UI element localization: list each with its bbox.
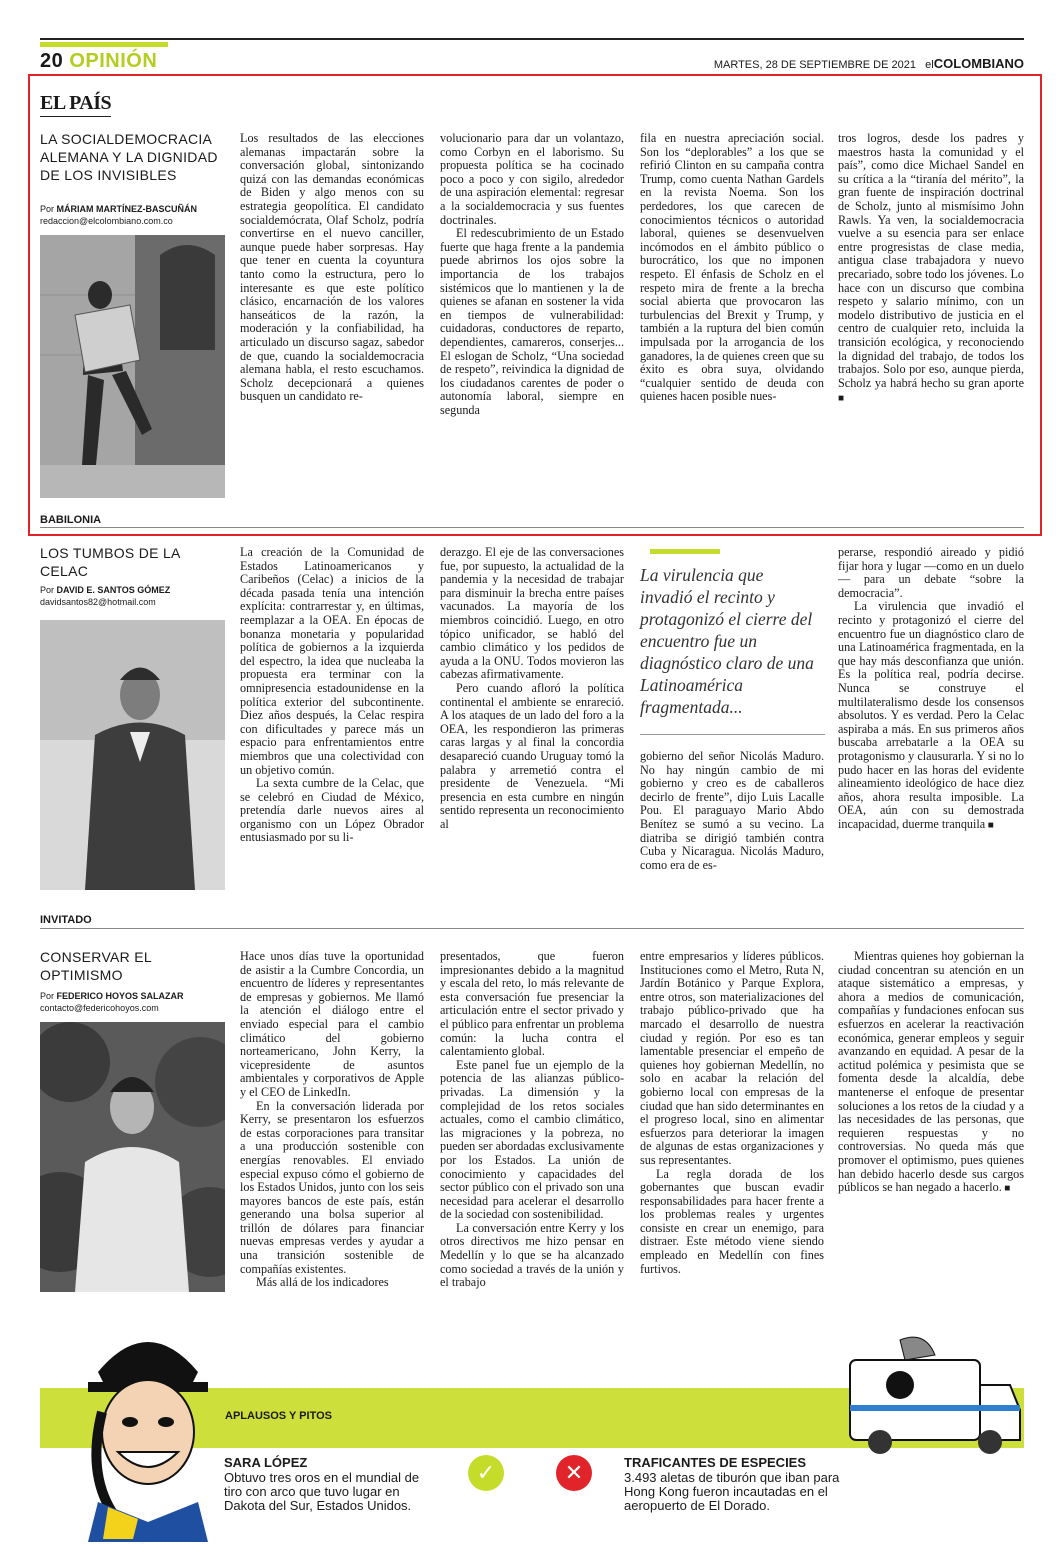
- applause-name: SARA LÓPEZ: [224, 1455, 308, 1470]
- article-column: fila en nuestra apreciación social. Son los “deplorables” a los que se refirió Clinton en su campaña contra Trump, como cuenta Nathan Gardels en la revista Noema. Son los perdedores, los que carecen de conocimientos técnicos o autoridad laboral, quienes se desenvuelven incómodos en el ámbito público o burocrático, los que no imponen respeto. El énfasis de Scholz en el respeto mira de frente a la brecha social abierta que provocaron las turbulencias del Brexit y Trump, y también a la ruptura del bien común impulsada por la arrogancia de los ganadores, la de quienes creen que su éxito es obra suya, olvidando “cualquier sentido de deuda con quienes hacen posible nues-: [640, 131, 824, 404]
- author-name: MÁRIAM MARTÍNEZ-BASCUÑÁN: [56, 204, 198, 214]
- author-name: FEDERICO HOYOS SALAZAR: [56, 991, 184, 1001]
- author-portrait-photo: [40, 1022, 225, 1292]
- van-illustration: [840, 1330, 1025, 1465]
- article-column: gobierno del señor Nicolás Maduro. No hay ningún cambio de mi gobierno y creo es de caballeros decirlo de frente”, dijo Luis Lacalle Pou. El paraguayo Mario Abdo Benítez se sumó a su vecino. La diatriba se dirigió también contra Cuba y Nicaragua. Nicolás Maduro, como era de es-: [640, 749, 824, 872]
- article-column: tros logros, desde los padres y maestros hasta la comunidad y el país”, como dice Michael Sandel en su crítica a la “tiranía del mérito”, la gran fuente de inspiración doctrinal de Scholz, junto al mismísimo John Rawls. Ya ven, la socialdemocracia vuelve a su esencia para ser enlace entre progresistas de clase media, antigua clase trabajadora y nuevo precariado, sobre todo los jóvenes. Lo hace con un discurso que combina respeto y salario mínimo, con un modelo distributivo de justicia en el centro de cualquier reto, incluida la transición ecológica, y reconociendo la dignidad del trabajo, de todos los trabajos. Solo por eso, aunque pierda, Scholz ya habrá hecho su gran aporte ■: [838, 132, 1024, 406]
- article-column: Hace unos días tuve la oportunidad de asistir a la Cumbre Concordia, un encuentro de líderes y representantes de empresas y gobiernos. Me llamó la atención el diálogo entre el enviado especial para el cambio climático del gobierno norteamericano, John Kerry, la vicepresidente de asuntos ambientales y corporativos de Apple y el CEO de LinkedIn. En la conversación liderada por Kerry, se presentaron los esfuerzos de estas corporaciones para transitar a una producción sostenible con energías renovables. El enviado especial expuso cómo el gobierno de los Estados Unidos, junto con los seis mayores bancos de este país, están generando una bolsa superior al trillón de dólares para financiar nuevas empresas verdes y ayudar a una transición sostenible de compañías existentes. Más allá de los indicadores: [240, 949, 424, 1290]
- page-number: 20: [40, 50, 64, 72]
- section-tag: BABILONIA: [40, 514, 102, 526]
- check-icon: ✓: [468, 1455, 504, 1491]
- author-name: DAVID E. SANTOS GÓMEZ: [56, 585, 171, 595]
- author-portrait-photo: [40, 620, 225, 890]
- whistle-text: 3.493 aletas de tiburón que iban para Hong Kong fueron incautadas en el aeropuerto de El Dorado.: [624, 1470, 840, 1513]
- divider: [40, 527, 1024, 528]
- article-column: derazgo. El eje de las conversaciones fue, por supuesto, la actualidad de la pandemia y la necesidad de trabajar para disminuir la brecha entre países vacunados. La mayoría de los miembros coincidió. Luego, en otro tópico unificador, se habló del cambio climático y los pedidos de ayuda a la ONU. Todos movieron las cabezas afirmativamente. Pero cuando afloró la política continental el ambiente se enrareció. A los ataques de un lado del foro a la OEA, les respondieron las primeras caras largas y al final la concordia desapareció cuando Uruguay tomó la palabra y arremetió contra el presidente de Venezuela. “Mi presencia en esta cumbre en ningún sentido representa un reconocimiento al: [440, 545, 624, 831]
- author-email: redaccion@elcolombiano.com.co: [40, 216, 173, 226]
- section-accent-bar: [40, 42, 168, 47]
- caricature-illustration: [78, 1312, 218, 1542]
- divider: [640, 734, 825, 735]
- section-tag: INVITADO: [40, 914, 92, 926]
- section-name: OPINIÓN: [69, 50, 158, 72]
- article-column: Mientras quienes hoy gobiernan la ciudad concentran su atención en un ataque sistemático a empresas, y ahora a medios de comunicación, compañías y fundaciones enfocan sus esfuerzos en acelerar la reactivación económica, generar empleos y seguir avanzando en equidad. A pesar de la actitud polémica y pesimista que se fomenta desde la alcaldía, debe mantenerse el enfoque de presentar soluciones a los retos de la ciudad y a las necesidades de las personas, que requieren respuestas y no controversias. No queda más que promover el optimismo, pues quienes han debido hacerlo desde sus cargos públicos se han negado a hacerlo. ■: [838, 950, 1024, 1196]
- footer-label: APLAUSOS Y PITOS: [225, 1410, 332, 1422]
- whistle-item: [624, 1456, 854, 1513]
- cross-icon: ✕: [556, 1455, 592, 1491]
- article-column: entre empresarios y líderes públicos. Instituciones como el Metro, Ruta N, Jardín Botánico y Parque Explora, entre otros, son materializaciones del trabajo público-privado que ha marcado el desarrollo de nuestra ciudad y región. Por eso es tan lamentable presenciar el empeño de quienes hoy gobiernan Medellín, no solo en acabar la relación del gobierno local con empresas de la ciudad que han sido determinantes en el progreso local, sino en alimentar esfuerzos para deteriorar la imagen de algunas de estas organizaciones y sus representantes. La regla dorada de los gobernantes que buscan evadir responsabilidades para hacer frente a los problemas reales y urgentes consiste en crear un enemigo, para distraer. Este método viene siendo empleado en Medellín con fines furtivos.: [640, 949, 824, 1276]
- article-column: Los resultados de las elecciones alemanas impactarán sobre la conversación global, sintonizando quizá con las demandas económicas de Biden y algo menos con su estrategia geopolítica. El candidato socialdemócrata, Olaf Scholz, podría convertirse en el nuevo canciller, aunque puede haber sorpresas. Hay que tener en cuenta la coyuntura tanto como la estructura, pero lo interesante es que este político clásico, encarnación de los valores hanseáticos de la razón, la moderación y la confiabilidad, ha articulado un discurso sagaz, sabedor de que, cuando la socialdemocracia alemana habla, el resto escuchamos. Scholz decepcionará a quienes busquen un candidato re-: [240, 131, 424, 404]
- whistle-name: TRAFICANTES DE ESPECIES: [624, 1455, 807, 1470]
- applause-item: [224, 1456, 434, 1513]
- article-title: LA SOCIALDEMOCRACIA ALEMANA Y LA DIGNIDAD DE LOS INVISIBLES: [40, 131, 218, 183]
- page-header: [40, 50, 157, 73]
- article-column: presentados, que fueron impresionantes debido a la magnitud y escala del reto, lo más relevante de esta conversación fue presenciar la articulación entre el sector privado y el público para enfrentar un problema común: la lucha contra el calentamiento global. Este panel fue un ejemplo de la potencia de las alianzas público-privadas. La dimensión y la complejidad de los retos sociales actuales, como el cambio climático, las migraciones y la pobreza, no pueden ser abordadas exclusivamente por los Estados. La unión de conocimiento y capacidades del sector público con el privado son una necesidad para acelerar el desarrollo de la sociedad con sostenibilidad. La conversación entre Kerry y los otros directivos me hizo pensar en Medellín y lo que se ha alcanzado como sociedad a través de la unión y el trabajo: [440, 949, 624, 1290]
- divider: [40, 928, 1024, 929]
- article-title: LOS TUMBOS DE LA CELAC: [40, 545, 180, 579]
- author-email: contacto@federicohoyos.com: [40, 1003, 159, 1013]
- header-rule: [40, 38, 1024, 40]
- byline: Por FEDERICO HOYOS SALAZAR contacto@federicohoyos.com: [40, 991, 184, 1013]
- byline: Por DAVID E. SANTOS GÓMEZ davidsantos82@hotmail.com: [40, 585, 171, 607]
- byline: Por MÁRIAM MARTÍNEZ-BASCUÑÁN redaccion@elcolombiano.com.co: [40, 204, 198, 226]
- article-column: perarse, respondió aireado y pidió fijar hora y lugar —como en un duelo— para un debate “sobre la democracia”. La virulencia que invadió el recinto y protagonizó el cierre del encuentro fue un diagnóstico claro de una Latinoamérica fragmentada, en la que hay más desconfianza que unión. Es la política real, podría decirse. Nunca se construye el multilateralismo desde los consensos absolutos. Y es verdad. Pero la Celac aspiraba a más. En sus primeros años buscaba arrebatarle a la OEA su protagonismo y clausurarla. Y si no lo pudo hacer en las horas del evidente alineamiento ideológico de hace diez años, ahora resulta imposible. La OEA, aún con su demostrada incapacidad, duerme tranquila ■: [838, 546, 1024, 832]
- date: MARTES, 28 DE SEPTIEMBRE DE 2021: [713, 59, 916, 71]
- dateline: [714, 56, 1024, 71]
- article-title: CONSERVAR EL OPTIMISMO: [40, 949, 152, 983]
- article-column: La creación de la Comunidad de Estados Latinoamericanos y Caribeños (Celac) a inicios de la década pasada tenía una intención explícita: contrarrestar y, en últimas, reemplazar a la OEA. En épocas de bonanza monetaria y popularidad política de gobiernos a la izquierda del espectro, la idea que nucleaba la propuesta era terminar con la omnipresencia estadounidense en la política exterior del subcontinente. Diez años después, la Celac respira con dificultades y parece más un espacio para enfrentamientos entre miembros que una colectividad con un objetivo común. La sexta cumbre de la Celac, que se celebró en Ciudad de México, pretendía darle nuevos aires al organismo con un López Obrador entusiasmado por su li-: [240, 545, 424, 845]
- source-logo: EL PAÍS: [40, 92, 112, 114]
- pull-quote-accent: [650, 549, 720, 554]
- statue-reading-newspaper-photo: [40, 235, 225, 498]
- pull-quote: La virulencia que invadió el recinto y protagonizó el cierre del encuentro fue un diagnóstico claro de una Latinoamérica fragmentada...: [640, 565, 814, 717]
- brand-logo: elCOLOMBIANO: [925, 56, 1024, 71]
- article-column: volucionario para dar un volantazo, como Corbyn en el laborismo. Su propuesta política se ha cocinado poco a poco y con sigilo, alrededor de una aspiración elemental: regresar a la socialdemocracia y sus fuentes doctrinales. El redescubrimiento de un Estado fuerte que haga frente a la pandemia puede abrirnos los ojos sobre la importancia de los trabajos sistémicos que lo mantienen y la de quienes se afanan en sostener la vida en tiempos de vulnerabilidad: cuidadoras, conductores de reparto, dependientes, camareros, conserjes... El eslogan de Scholz, “Una sociedad de respeto”, reivindica la dignidad de los ciudadanos carentes de poder o autonomía laboral, siempre en segunda: [440, 131, 624, 417]
- applause-text: Obtuvo tres oros en el mundial de tiro con arco que tuvo lugar en Dakota del Sur, Estados Unidos.: [224, 1470, 420, 1513]
- author-email: davidsantos82@hotmail.com: [40, 597, 156, 607]
